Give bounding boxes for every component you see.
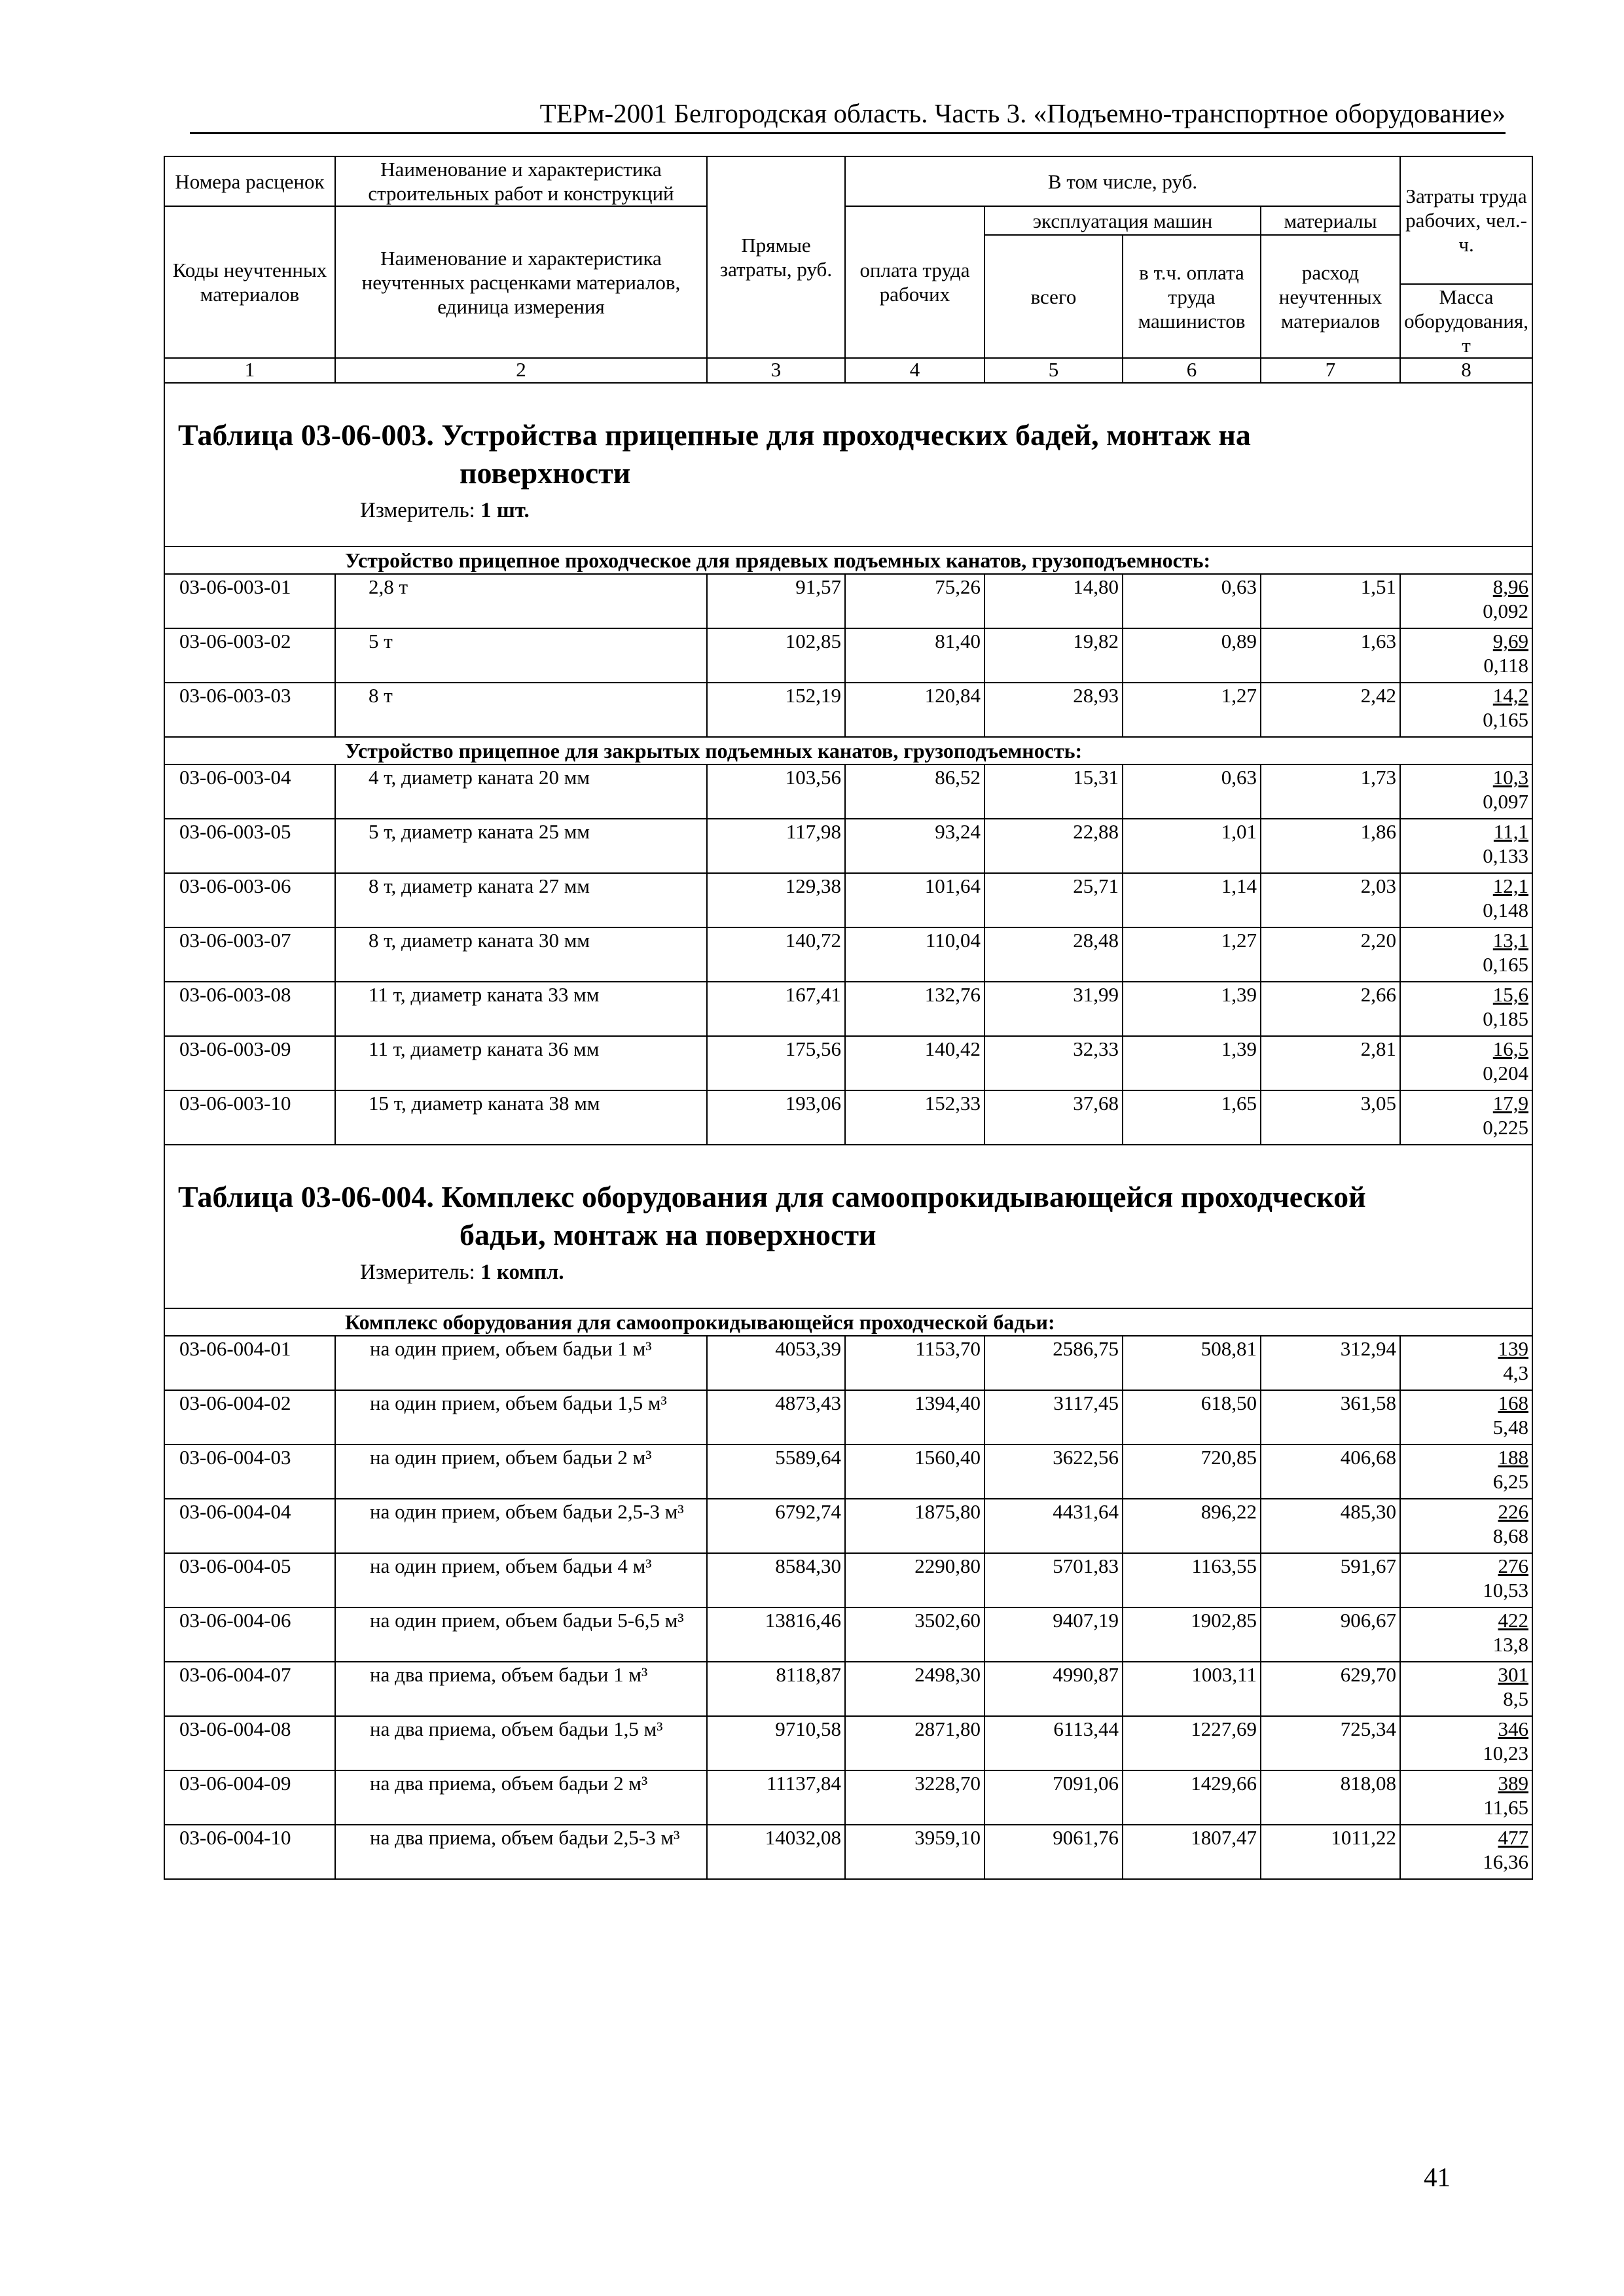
- rates-document: [164, 156, 1532, 1880]
- rate-name: на два приема, объем бадьи 2,5-3 м³: [335, 1825, 707, 1879]
- rate-name: 8 т, диаметр каната 27 мм: [335, 873, 707, 927]
- direct-costs: 140,72: [707, 927, 845, 982]
- table-row: [164, 873, 1532, 927]
- direct-costs: 14032,08: [707, 1825, 845, 1879]
- rate-code: 03-06-003-01: [164, 574, 335, 628]
- direct-costs: 6792,74: [707, 1499, 845, 1553]
- labor-costs: 301: [1498, 1663, 1529, 1686]
- rate-name: 11 т, диаметр каната 36 мм: [335, 1036, 707, 1090]
- rate-code: 03-06-004-02: [164, 1390, 335, 1444]
- col-number: 3: [707, 358, 845, 383]
- rate-code: 03-06-004-05: [164, 1553, 335, 1607]
- labor-pay: 140,42: [845, 1036, 984, 1090]
- rate-code: 03-06-004-06: [164, 1607, 335, 1662]
- group-title: Комплекс оборудования для самоопрокидывающейся проходческой бадьи:: [164, 1308, 1532, 1336]
- table-row: [164, 1036, 1532, 1090]
- col-group-materials: материалы: [1261, 206, 1400, 235]
- direct-costs: 193,06: [707, 1090, 845, 1145]
- rate-code: 03-06-004-04: [164, 1499, 335, 1553]
- labor-costs: 13,1: [1492, 929, 1529, 952]
- labor-mass-cell: [1400, 1444, 1532, 1499]
- rate-name: 5 т: [335, 628, 707, 683]
- labor-pay: 110,04: [845, 927, 984, 982]
- equipment-mass: 0,133: [1483, 844, 1529, 867]
- equipment-mass: 0,185: [1483, 1007, 1529, 1030]
- materials: 406,68: [1261, 1444, 1400, 1499]
- col-group-exploit: эксплуатация машин: [984, 206, 1261, 235]
- labor-mass-cell: [1400, 1336, 1532, 1390]
- group-title: Устройство прицепное для закрытых подъемных канатов, грузоподъемность:: [164, 737, 1532, 764]
- materials: 1,73: [1261, 764, 1400, 819]
- table-row: [164, 1444, 1532, 1499]
- rate-name: на два приема, объем бадьи 1 м³: [335, 1662, 707, 1716]
- labor-costs: 139: [1498, 1337, 1529, 1360]
- labor-pay: 132,76: [845, 982, 984, 1036]
- labor-pay: 93,24: [845, 819, 984, 873]
- labor-costs: 12,1: [1492, 874, 1529, 897]
- labor-pay: 2871,80: [845, 1716, 984, 1770]
- table-row: [164, 927, 1532, 982]
- rate-name: на один прием, объем бадьи 2,5-3 м³: [335, 1499, 707, 1553]
- labor-mass-cell: [1400, 628, 1532, 683]
- rate-code: 03-06-004-09: [164, 1770, 335, 1825]
- labor-pay: 101,64: [845, 873, 984, 927]
- equipment-mass: 11,65: [1483, 1796, 1529, 1819]
- equipment-mass: 8,68: [1492, 1524, 1529, 1547]
- col-number: 8: [1400, 358, 1532, 383]
- materials: 629,70: [1261, 1662, 1400, 1716]
- equipment-mass: 5,48: [1492, 1416, 1529, 1439]
- table-row: [164, 1825, 1532, 1879]
- table-row: [164, 1716, 1532, 1770]
- rate-name: 11 т, диаметр каната 33 мм: [335, 982, 707, 1036]
- col-number: 6: [1123, 358, 1261, 383]
- labor-mass-cell: [1400, 1716, 1532, 1770]
- direct-costs: 9710,58: [707, 1716, 845, 1770]
- rate-name: 5 т, диаметр каната 25 мм: [335, 819, 707, 873]
- machines-total: 6113,44: [984, 1716, 1123, 1770]
- labor-costs: 8,96: [1492, 575, 1529, 598]
- labor-mass-cell: [1400, 927, 1532, 982]
- labor-pay: 1394,40: [845, 1390, 984, 1444]
- machines-total: 37,68: [984, 1090, 1123, 1145]
- materials: 3,05: [1261, 1090, 1400, 1145]
- materials: 1011,22: [1261, 1825, 1400, 1879]
- rate-name: на один прием, объем бадьи 2 м³: [335, 1444, 707, 1499]
- labor-costs: 11,1: [1493, 820, 1529, 843]
- labor-mass-cell: [1400, 574, 1532, 628]
- labor-costs: 14,2: [1492, 684, 1529, 707]
- labor-costs: 17,9: [1492, 1092, 1529, 1115]
- machinist-pay: 1,14: [1123, 873, 1261, 927]
- col-header-1-top: Номера расценок: [164, 156, 335, 206]
- direct-costs: 8118,87: [707, 1662, 845, 1716]
- machines-total: 19,82: [984, 628, 1123, 683]
- labor-costs: 15,6: [1492, 983, 1529, 1006]
- header-rule: [190, 132, 1506, 134]
- machines-total: 9407,19: [984, 1607, 1123, 1662]
- labor-mass-cell: [1400, 683, 1532, 737]
- labor-pay: 152,33: [845, 1090, 984, 1145]
- col-header-8-bottom: Масса оборудования, т: [1400, 284, 1532, 358]
- col-header-2-bottom: Наименование и характеристика неучтенных расценками материалов, единица измерения: [335, 206, 707, 358]
- machinist-pay: 1807,47: [1123, 1825, 1261, 1879]
- table-title-row: [164, 1145, 1532, 1308]
- rate-code: 03-06-003-03: [164, 683, 335, 737]
- table-row: [164, 628, 1532, 683]
- labor-costs: 226: [1498, 1500, 1529, 1523]
- col-number: 1: [164, 358, 335, 383]
- rate-code: 03-06-003-10: [164, 1090, 335, 1145]
- rate-name: на один прием, объем бадьи 5-6,5 м³: [335, 1607, 707, 1662]
- machines-total: 28,93: [984, 683, 1123, 737]
- direct-costs: 175,56: [707, 1036, 845, 1090]
- table-title: [178, 1178, 1519, 1254]
- machinist-pay: 0,63: [1123, 574, 1261, 628]
- table-row: [164, 764, 1532, 819]
- labor-costs: 10,3: [1492, 766, 1529, 789]
- direct-costs: 103,56: [707, 764, 845, 819]
- col-header-5: всего: [984, 235, 1123, 358]
- table-title-cell: [164, 1145, 1532, 1308]
- direct-costs: 4053,39: [707, 1336, 845, 1390]
- page-number: 41: [1424, 2162, 1451, 2192]
- equipment-mass: 4,3: [1503, 1361, 1529, 1384]
- machinist-pay: 1003,11: [1123, 1662, 1261, 1716]
- unit-label: Измеритель:: [360, 1261, 475, 1284]
- machinist-pay: 508,81: [1123, 1336, 1261, 1390]
- rate-name: на один прием, объем бадьи 4 м³: [335, 1553, 707, 1607]
- machines-total: 4990,87: [984, 1662, 1123, 1716]
- rate-code: 03-06-003-05: [164, 819, 335, 873]
- unit-value: 1 шт.: [480, 499, 530, 522]
- table-title: [178, 416, 1519, 492]
- labor-mass-cell: [1400, 1499, 1532, 1553]
- machinist-pay: 1163,55: [1123, 1553, 1261, 1607]
- machinist-pay: 618,50: [1123, 1390, 1261, 1444]
- machinist-pay: 1,27: [1123, 683, 1261, 737]
- rate-code: 03-06-003-09: [164, 1036, 335, 1090]
- col-header-4: оплата труда рабочих: [845, 206, 984, 358]
- labor-mass-cell: [1400, 1390, 1532, 1444]
- labor-pay: 3502,60: [845, 1607, 984, 1662]
- materials: 361,58: [1261, 1390, 1400, 1444]
- materials: 906,67: [1261, 1607, 1400, 1662]
- table-title-line1: Таблица 03-06-003. Устройства прицепные для проходческих бадей, монтаж на: [178, 418, 1251, 452]
- machines-total: 3622,56: [984, 1444, 1123, 1499]
- group-title: Устройство прицепное проходческое для прядевых подъемных канатов, грузоподъемность:: [164, 547, 1532, 574]
- rate-code: 03-06-004-01: [164, 1336, 335, 1390]
- machines-total: 22,88: [984, 819, 1123, 873]
- col-header-7: расход неучтенных материалов: [1261, 235, 1400, 358]
- table-row: [164, 819, 1532, 873]
- machines-total: 3117,45: [984, 1390, 1123, 1444]
- machines-total: 4431,64: [984, 1499, 1123, 1553]
- equipment-mass: 16,36: [1483, 1850, 1529, 1873]
- labor-costs: 346: [1498, 1717, 1529, 1740]
- equipment-mass: 0,092: [1483, 600, 1529, 622]
- labor-pay: 2498,30: [845, 1662, 984, 1716]
- direct-costs: 4873,43: [707, 1390, 845, 1444]
- rate-name: 8 т: [335, 683, 707, 737]
- labor-mass-cell: [1400, 873, 1532, 927]
- materials: 2,42: [1261, 683, 1400, 737]
- labor-costs: 16,5: [1492, 1037, 1529, 1060]
- materials: 818,08: [1261, 1770, 1400, 1825]
- materials: 1,51: [1261, 574, 1400, 628]
- table-row: [164, 1553, 1532, 1607]
- unit-value: 1 компл.: [480, 1261, 564, 1284]
- group-row: [164, 1308, 1532, 1336]
- equipment-mass: 10,53: [1483, 1579, 1529, 1602]
- labor-mass-cell: [1400, 819, 1532, 873]
- materials: 2,20: [1261, 927, 1400, 982]
- labor-pay: 81,40: [845, 628, 984, 683]
- direct-costs: 91,57: [707, 574, 845, 628]
- col-group-incl: В том числе, руб.: [845, 156, 1400, 206]
- page-header: ТЕРм-2001 Белгородская область. Часть 3. «Подъемно-транспортное оборудование»: [539, 98, 1506, 128]
- labor-pay: 3959,10: [845, 1825, 984, 1879]
- labor-costs: 9,69: [1492, 630, 1529, 653]
- labor-costs: 188: [1498, 1446, 1529, 1469]
- labor-pay: 120,84: [845, 683, 984, 737]
- materials: 312,94: [1261, 1336, 1400, 1390]
- machines-total: 31,99: [984, 982, 1123, 1036]
- labor-mass-cell: [1400, 1662, 1532, 1716]
- column-numbers-row: [164, 358, 1532, 383]
- equipment-mass: 8,5: [1503, 1687, 1529, 1710]
- group-row: [164, 547, 1532, 574]
- equipment-mass: 0,225: [1483, 1116, 1529, 1139]
- equipment-mass: 0,165: [1483, 953, 1529, 976]
- table-title-line1: Таблица 03-06-004. Комплекс оборудования для самоопрокидывающейся проходческой: [178, 1180, 1366, 1213]
- machines-total: 32,33: [984, 1036, 1123, 1090]
- rate-code: 03-06-003-08: [164, 982, 335, 1036]
- table-row: [164, 1499, 1532, 1553]
- equipment-mass: 13,8: [1492, 1633, 1529, 1656]
- rate-code: 03-06-003-07: [164, 927, 335, 982]
- labor-mass-cell: [1400, 764, 1532, 819]
- table-title-row: [164, 383, 1532, 547]
- rate-code: 03-06-004-10: [164, 1825, 335, 1879]
- labor-costs: 389: [1498, 1772, 1529, 1795]
- machines-total: 14,80: [984, 574, 1123, 628]
- labor-mass-cell: [1400, 1553, 1532, 1607]
- labor-pay: 1153,70: [845, 1336, 984, 1390]
- rate-name: на один прием, объем бадьи 1 м³: [335, 1336, 707, 1390]
- table-title-line2: поверхности: [460, 456, 631, 490]
- rate-code: 03-06-004-08: [164, 1716, 335, 1770]
- table-row: [164, 1336, 1532, 1390]
- rate-name: 2,8 т: [335, 574, 707, 628]
- equipment-mass: 10,23: [1483, 1742, 1529, 1765]
- machines-total: 2586,75: [984, 1336, 1123, 1390]
- machines-total: 15,31: [984, 764, 1123, 819]
- table-row: [164, 1770, 1532, 1825]
- direct-costs: 13816,46: [707, 1607, 845, 1662]
- rate-name: на два приема, объем бадьи 2 м³: [335, 1770, 707, 1825]
- labor-costs: 477: [1498, 1826, 1529, 1849]
- labor-mass-cell: [1400, 1607, 1532, 1662]
- col-header-3: Прямые затраты, руб.: [707, 156, 845, 358]
- materials: 1,63: [1261, 628, 1400, 683]
- unit-label: Измеритель:: [360, 499, 475, 522]
- labor-mass-cell: [1400, 1825, 1532, 1879]
- machinist-pay: 720,85: [1123, 1444, 1261, 1499]
- rate-code: 03-06-004-03: [164, 1444, 335, 1499]
- equipment-mass: 0,097: [1483, 790, 1529, 813]
- labor-pay: 86,52: [845, 764, 984, 819]
- table-title-cell: [164, 383, 1532, 547]
- machines-total: 25,71: [984, 873, 1123, 927]
- table-title-line2: бадьи, монтаж на поверхности: [460, 1218, 876, 1251]
- materials: 485,30: [1261, 1499, 1400, 1553]
- equipment-mass: 6,25: [1492, 1470, 1529, 1493]
- machinist-pay: 1,65: [1123, 1090, 1261, 1145]
- machinist-pay: 0,89: [1123, 628, 1261, 683]
- rate-code: 03-06-004-07: [164, 1662, 335, 1716]
- materials: 1,86: [1261, 819, 1400, 873]
- machinist-pay: 896,22: [1123, 1499, 1261, 1553]
- labor-costs: 276: [1498, 1554, 1529, 1577]
- labor-pay: 75,26: [845, 574, 984, 628]
- rate-code: 03-06-003-04: [164, 764, 335, 819]
- rate-name: на один прием, объем бадьи 1,5 м³: [335, 1390, 707, 1444]
- machinist-pay: 1902,85: [1123, 1607, 1261, 1662]
- direct-costs: 129,38: [707, 873, 845, 927]
- labor-mass-cell: [1400, 982, 1532, 1036]
- col-header-2-top: Наименование и характеристика строительных работ и конструкций: [335, 156, 707, 206]
- rate-code: 03-06-003-02: [164, 628, 335, 683]
- labor-mass-cell: [1400, 1090, 1532, 1145]
- table-row: [164, 574, 1532, 628]
- col-number: 7: [1261, 358, 1400, 383]
- direct-costs: 11137,84: [707, 1770, 845, 1825]
- rate-code: 03-06-003-06: [164, 873, 335, 927]
- materials: 725,34: [1261, 1716, 1400, 1770]
- machinist-pay: 1,01: [1123, 819, 1261, 873]
- equipment-mass: 0,204: [1483, 1062, 1529, 1085]
- equipment-mass: 0,118: [1483, 654, 1529, 677]
- unit-line: [178, 1258, 1519, 1287]
- rate-name: 8 т, диаметр каната 30 мм: [335, 927, 707, 982]
- labor-mass-cell: [1400, 1036, 1532, 1090]
- rate-name: на два приема, объем бадьи 1,5 м³: [335, 1716, 707, 1770]
- direct-costs: 117,98: [707, 819, 845, 873]
- col-number: 4: [845, 358, 984, 383]
- direct-costs: 8584,30: [707, 1553, 845, 1607]
- rate-name: 15 т, диаметр каната 38 мм: [335, 1090, 707, 1145]
- table-row: [164, 982, 1532, 1036]
- machinist-pay: 0,63: [1123, 764, 1261, 819]
- labor-costs: 422: [1498, 1609, 1529, 1632]
- table-row: [164, 1390, 1532, 1444]
- machinist-pay: 1429,66: [1123, 1770, 1261, 1825]
- machines-total: 5701,83: [984, 1553, 1123, 1607]
- unit-line: [178, 496, 1519, 525]
- labor-pay: 1875,80: [845, 1499, 984, 1553]
- machines-total: 28,48: [984, 927, 1123, 982]
- direct-costs: 167,41: [707, 982, 845, 1036]
- materials: 2,03: [1261, 873, 1400, 927]
- table-row: [164, 1090, 1532, 1145]
- table-row: [164, 683, 1532, 737]
- labor-pay: 3228,70: [845, 1770, 984, 1825]
- rate-name: 4 т, диаметр каната 20 мм: [335, 764, 707, 819]
- machinist-pay: 1,39: [1123, 1036, 1261, 1090]
- col-header-1-bottom: Коды неучтенных материалов: [164, 206, 335, 358]
- labor-pay: 1560,40: [845, 1444, 984, 1499]
- machines-total: 9061,76: [984, 1825, 1123, 1879]
- machinist-pay: 1,39: [1123, 982, 1261, 1036]
- equipment-mass: 0,148: [1483, 899, 1529, 922]
- machinist-pay: 1227,69: [1123, 1716, 1261, 1770]
- machinist-pay: 1,27: [1123, 927, 1261, 982]
- direct-costs: 102,85: [707, 628, 845, 683]
- materials: 2,66: [1261, 982, 1400, 1036]
- labor-mass-cell: [1400, 1770, 1532, 1825]
- machines-total: 7091,06: [984, 1770, 1123, 1825]
- equipment-mass: 0,165: [1483, 708, 1529, 731]
- labor-costs: 168: [1498, 1391, 1529, 1414]
- direct-costs: 152,19: [707, 683, 845, 737]
- materials: 591,67: [1261, 1553, 1400, 1607]
- labor-pay: 2290,80: [845, 1553, 984, 1607]
- table-row: [164, 1662, 1532, 1716]
- direct-costs: 5589,64: [707, 1444, 845, 1499]
- col-number: 5: [984, 358, 1123, 383]
- group-row: [164, 737, 1532, 764]
- table-row: [164, 1607, 1532, 1662]
- col-header-6: в т.ч. оплата труда машинистов: [1123, 235, 1261, 358]
- materials: 2,81: [1261, 1036, 1400, 1090]
- col-header-8-top: Затраты труда рабочих, чел.-ч.: [1400, 156, 1532, 284]
- col-number: 2: [335, 358, 707, 383]
- rates-table: [164, 156, 1533, 1880]
